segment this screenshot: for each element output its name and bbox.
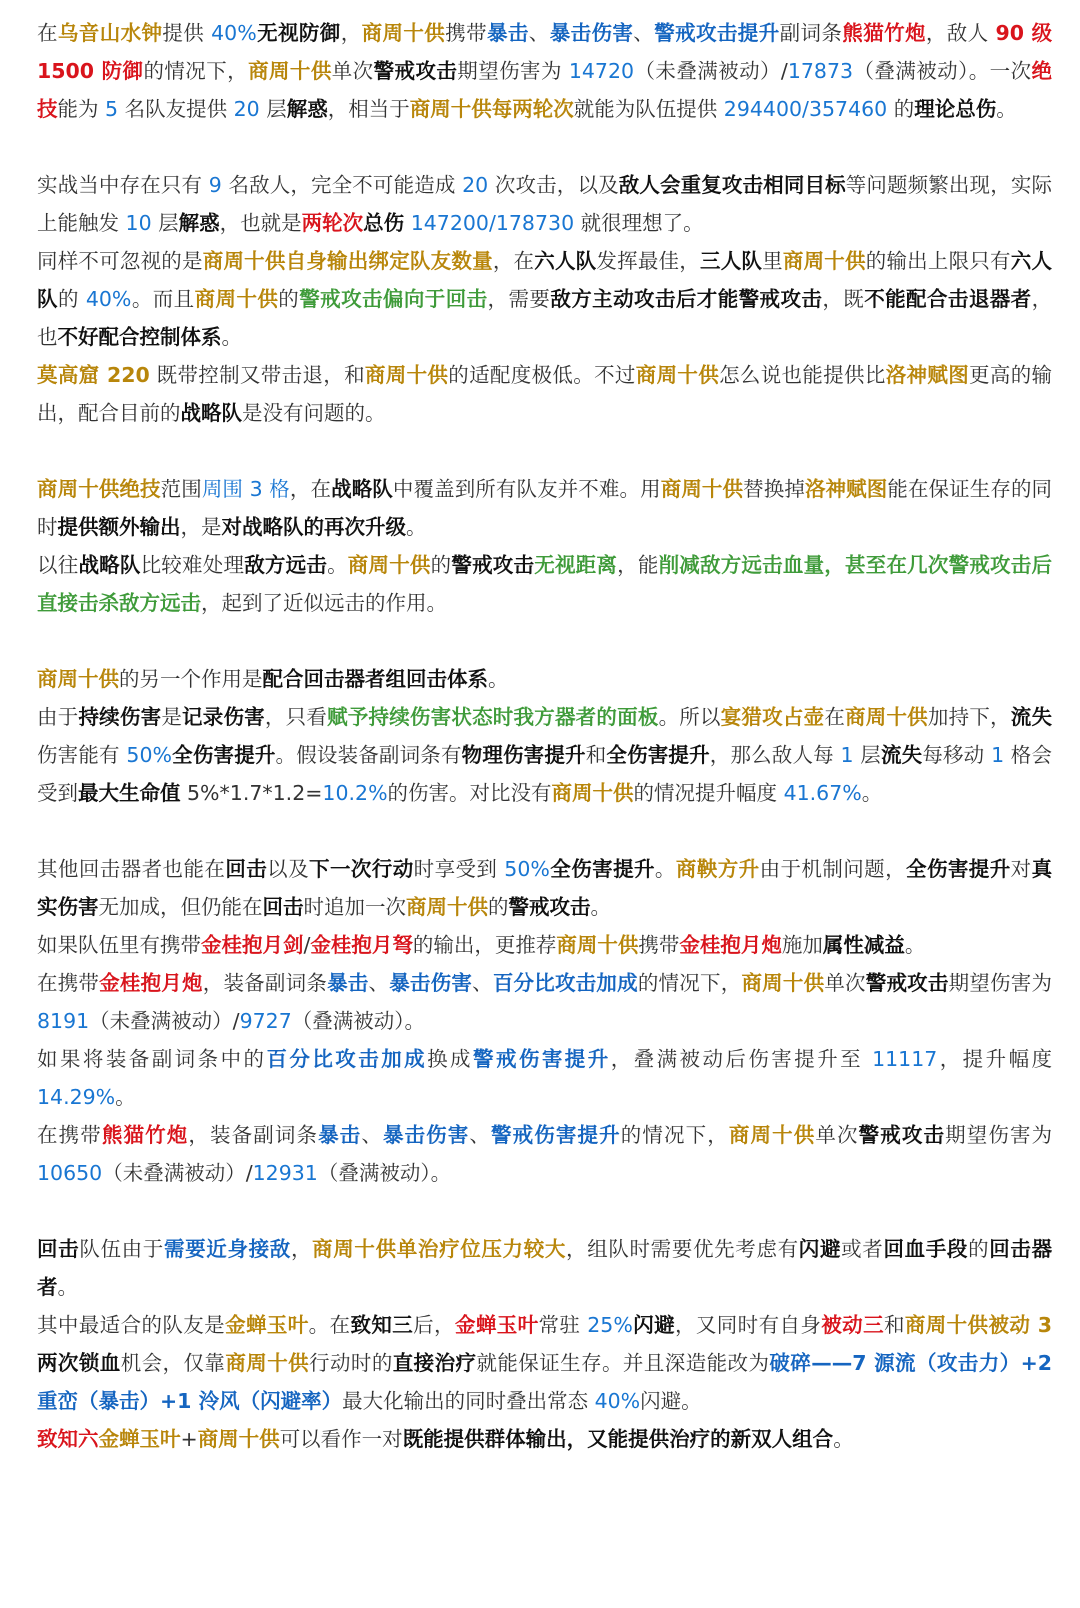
text-run: 闪避。	[640, 1389, 702, 1413]
text-run: 在	[824, 705, 846, 729]
highlighted-term: 全伤害提升	[906, 857, 1011, 881]
text-run: 其中最适合的队友是	[37, 1313, 226, 1337]
paragraph-spacer	[37, 812, 1052, 850]
text-run: ，是	[180, 515, 222, 539]
highlighted-term: 金桂抱月弩	[310, 933, 413, 957]
highlighted-term: 11117	[872, 1047, 938, 1071]
text-run: ，在	[492, 249, 535, 273]
highlighted-term: 回击	[262, 895, 304, 919]
text-run: ，敌人	[925, 21, 996, 45]
highlighted-term: 商周十供绝技	[37, 477, 161, 501]
text-run: ，叠满被动后伤害提升至	[610, 1047, 873, 1071]
highlighted-term: 需要近身接敌	[163, 1237, 291, 1261]
highlighted-term: 商周十供	[248, 59, 332, 83]
text-run: 由于	[37, 705, 79, 729]
highlighted-term: 50%	[126, 743, 172, 767]
highlighted-term: 14.29%	[37, 1085, 116, 1109]
highlighted-term: 20	[462, 173, 489, 197]
text-run: 范围	[160, 477, 202, 501]
text-run: 。	[327, 553, 348, 577]
text-run: ，在	[289, 477, 332, 501]
text-run: 就能为队伍提供	[573, 97, 724, 121]
text-run: 。	[221, 325, 242, 349]
text-run: 、	[361, 1123, 383, 1147]
text-run: （未叠满被动）/	[634, 59, 788, 83]
text-run: 的情况下，	[620, 1123, 729, 1147]
highlighted-term: 警戒攻击提升	[654, 21, 780, 45]
text-run: 格会受到	[37, 743, 1052, 805]
highlighted-term: 最大生命值	[78, 781, 181, 805]
paragraph	[37, 14, 1052, 128]
highlighted-term: 理论总伤	[914, 97, 997, 121]
highlighted-term: 熊猫竹炮	[101, 1123, 189, 1147]
text-run: ，那么敌人每	[709, 743, 841, 767]
highlighted-term: 警戒攻击	[508, 895, 591, 919]
text-run: +	[180, 1427, 198, 1451]
text-run: 单次	[331, 59, 374, 83]
highlighted-term: 商周十供	[635, 363, 720, 387]
highlighted-term: 闪避	[632, 1313, 675, 1337]
highlighted-term: 回血手段	[883, 1237, 969, 1261]
highlighted-term: 商周十供	[660, 477, 744, 501]
highlighted-term: 警戒伤害提升	[473, 1047, 611, 1071]
highlighted-term: 回击	[37, 1237, 80, 1261]
text-run: 由于机制问题，	[759, 857, 907, 881]
highlighted-term: 41.67%	[783, 781, 862, 805]
paragraph	[37, 926, 1052, 964]
highlighted-term: 全伤害提升	[171, 743, 276, 767]
paragraph-spacer	[37, 1192, 1052, 1230]
text-run: 每移动	[922, 743, 992, 767]
highlighted-term: 敌方主动攻击后才能警戒攻击	[550, 287, 823, 311]
text-run: 机会，仅靠	[120, 1351, 226, 1375]
highlighted-term: 百分比攻击加成	[266, 1047, 428, 1071]
text-run: 能为	[57, 97, 106, 121]
text-run: 的输出上限只有	[865, 249, 1011, 273]
highlighted-term: 流失	[1010, 705, 1052, 729]
highlighted-term: 金蝉玉叶	[454, 1313, 539, 1337]
highlighted-term: 流失	[880, 743, 923, 767]
text-run: （叠满被动）。	[291, 1009, 426, 1033]
highlighted-term: 被动三	[821, 1313, 884, 1337]
text-run: 发挥最佳，	[596, 249, 700, 273]
text-run: 的适配度极低。不过	[448, 363, 636, 387]
text-run: 。	[996, 97, 1017, 121]
highlighted-term: 9727	[239, 1009, 292, 1033]
highlighted-term: 8191	[37, 1009, 90, 1033]
paragraph	[37, 166, 1052, 242]
text-run: 施加	[781, 933, 823, 957]
text-run: ，也	[37, 287, 1053, 349]
text-run: 和	[585, 743, 607, 767]
text-run: 的输出，更推荐	[412, 933, 557, 957]
text-run: 中覆盖到所有队友并不难。用	[392, 477, 661, 501]
text-run: 无加成，但仍能在	[98, 895, 263, 919]
text-run: ，组队时需要优先考虑有	[566, 1237, 799, 1261]
highlighted-term: 提供额外输出	[57, 515, 181, 539]
text-run: 。在	[308, 1313, 351, 1337]
highlighted-term: 两次锁血	[37, 1351, 121, 1375]
paragraph	[37, 660, 1052, 698]
highlighted-term: 闪避	[798, 1237, 842, 1261]
highlighted-term: 六人队	[37, 249, 1052, 311]
text-run: 携带	[445, 21, 487, 45]
highlighted-term: 解惑	[286, 97, 328, 121]
text-run: 伤害能有	[37, 743, 127, 767]
highlighted-term: 警戒攻击	[865, 971, 949, 995]
text-run: 层	[151, 211, 179, 235]
text-run: 最大化输出的同时叠出常态	[342, 1389, 595, 1413]
text-run: 比较难处理	[140, 553, 245, 577]
highlighted-term: 金桂抱月炮	[679, 933, 782, 957]
highlighted-term: 绝技	[37, 59, 1053, 121]
text-run: 在	[37, 21, 58, 45]
highlighted-term: 暴击伤害	[389, 971, 473, 995]
highlighted-term: 商周十供	[845, 705, 928, 729]
text-run: 怎么说也能提供比	[719, 363, 886, 387]
highlighted-term: 物理伤害提升	[461, 743, 586, 767]
highlighted-term: 商周十供	[782, 249, 866, 273]
highlighted-term: 记录伤害	[182, 705, 265, 729]
highlighted-term: 商周十供	[728, 1123, 816, 1147]
text-run: ，装备副词条	[188, 1123, 319, 1147]
text-run: ，又同时有自身	[675, 1313, 822, 1337]
text-run: 单次	[815, 1123, 859, 1147]
highlighted-term: 商周十供	[37, 667, 119, 691]
paragraph	[37, 1306, 1052, 1420]
highlighted-term: 商周十供	[347, 553, 431, 577]
highlighted-term: 10	[125, 211, 152, 235]
highlighted-term: 12931	[252, 1161, 318, 1185]
highlighted-term: 全伤害提升	[606, 743, 710, 767]
highlighted-term: 商周十供自身输出绑定队友数量	[202, 249, 493, 273]
text-run: （未叠满被动）/	[89, 1009, 240, 1033]
paragraph	[37, 1420, 1052, 1458]
highlighted-term: 敌人会重复攻击相同目标	[618, 173, 846, 197]
highlighted-term: 10.2%	[322, 781, 388, 805]
text-run: ，提升幅度	[937, 1047, 1053, 1071]
text-run: 的	[968, 1237, 990, 1261]
highlighted-term: 莫高窟 220	[37, 363, 150, 387]
highlighted-term: 警戒伤害提升	[491, 1123, 621, 1147]
highlighted-term: 无视防御	[256, 21, 341, 45]
text-run: 换成	[427, 1047, 473, 1071]
text-run: 、	[528, 21, 550, 45]
highlighted-term: 50%	[504, 857, 550, 881]
text-run: ，也就是	[219, 211, 302, 235]
highlighted-term: 商周十供	[551, 781, 634, 805]
paragraph	[37, 356, 1052, 432]
paragraph	[37, 850, 1052, 926]
text-run: 。假设装备副词条有	[275, 743, 462, 767]
highlighted-term: 削减敌方远击血量，甚至在几次警戒攻击后直接击杀敌方远击	[37, 553, 1052, 615]
text-run: 替换掉	[743, 477, 805, 501]
text-run: 常驻	[538, 1313, 588, 1337]
text-run: 对	[1010, 857, 1032, 881]
text-run: 等问题频繁出现，实际上能触发	[37, 173, 1052, 235]
text-run: 的情况下，	[637, 971, 742, 995]
highlighted-term: 5	[105, 97, 119, 121]
text-run: ，装备副词条	[202, 971, 328, 995]
highlighted-term: 破碎——7 源流（攻击力）+2 重峦（暴击）+1 泠风（闪避率）	[37, 1351, 1053, 1413]
highlighted-term: 持续伤害	[78, 705, 162, 729]
text-run: 可以看作一对	[279, 1427, 403, 1451]
text-run: /	[303, 933, 311, 957]
text-run: 以及	[267, 857, 310, 881]
text-run: 的另一个作用是	[119, 667, 263, 691]
text-run: 是没有问题的。	[242, 401, 386, 425]
highlighted-term: 商周十供	[406, 895, 488, 919]
highlighted-term: 宴猎攻占壶	[720, 705, 825, 729]
text-run: 时享受到	[413, 857, 505, 881]
text-run: 更高的输出，配合目前的	[37, 363, 1053, 425]
text-run: 。所以	[658, 705, 721, 729]
highlighted-term: 赋予持续伤害状态时我方器者的面板	[327, 705, 659, 729]
highlighted-term: 20	[233, 97, 260, 121]
text-run: ，相当于	[327, 97, 410, 121]
text-run: ，需要	[487, 287, 551, 311]
text-run: （未叠满被动）/	[102, 1161, 253, 1185]
highlighted-term: 10650	[37, 1161, 103, 1185]
text-run: 在携带	[37, 971, 100, 995]
highlighted-term: 商周十供	[364, 363, 449, 387]
text-run: 加持下，	[927, 705, 1011, 729]
highlighted-term: 熊猫竹炮	[842, 21, 926, 45]
paragraph	[37, 1116, 1052, 1192]
text-run: 。	[115, 1085, 136, 1109]
text-run: 就能保证生存。并且深造能改为	[476, 1351, 770, 1375]
highlighted-term: 不好配合控制体系	[57, 325, 222, 349]
paragraph-spacer	[37, 432, 1052, 470]
text-run: 是	[161, 705, 183, 729]
text-run: 携带	[638, 933, 680, 957]
text-run: 名队友提供	[118, 97, 234, 121]
text-run: 。	[861, 781, 883, 805]
highlighted-term: 金桂抱月剑	[201, 933, 304, 957]
text-run: ，只看	[264, 705, 328, 729]
text-run: 提供	[162, 21, 212, 45]
text-run: 。	[654, 857, 676, 881]
text-run: 就很理想了。	[574, 211, 704, 235]
highlighted-term: 下一次行动	[309, 857, 414, 881]
text-run: 层	[259, 97, 287, 121]
highlighted-term: 真实伤害	[37, 857, 1053, 919]
text-run: 的	[57, 287, 86, 311]
highlighted-term: 战略队	[180, 401, 242, 425]
text-run: 其他回击器者也能在	[37, 857, 226, 881]
highlighted-term: 17873	[787, 59, 854, 83]
text-run: 如果队伍里有携带	[37, 933, 201, 957]
text-run: 以往	[37, 553, 79, 577]
text-run: 的	[278, 287, 300, 311]
text-run: ，能	[617, 553, 659, 577]
highlighted-term: 对战略队的再次升级	[221, 515, 406, 539]
highlighted-term: 敌方远击	[244, 553, 328, 577]
highlighted-term: 警戒攻击偏向于回击	[299, 287, 488, 311]
text-run: ，	[290, 1237, 313, 1261]
text-run: 、	[472, 971, 493, 995]
paragraph-spacer	[37, 622, 1052, 660]
text-run: ，起到了近似远击的作用。	[201, 591, 447, 615]
highlighted-term: 1	[840, 743, 854, 767]
highlighted-term: 90 级 1500 防御	[37, 21, 1053, 83]
text-run: 5%*1.7*1.2=	[180, 781, 323, 805]
text-run: 。	[488, 667, 509, 691]
text-run: （叠满被动）。	[317, 1161, 452, 1185]
highlighted-term: 商周十供	[197, 1427, 280, 1451]
highlighted-term: 40%	[85, 287, 132, 311]
highlighted-term: 商鞅方升	[675, 857, 760, 881]
highlighted-term: 商周十供	[194, 287, 279, 311]
text-run: 。	[57, 1275, 78, 1299]
highlighted-term: 暴击	[487, 21, 529, 45]
text-run: 、	[633, 21, 655, 45]
highlighted-term: 洛神赋图	[804, 477, 888, 501]
text-run: 名敌人，完全不可能造成	[221, 173, 463, 197]
highlighted-term: 直接治疗	[392, 1351, 477, 1375]
text-run: 。而且	[131, 287, 195, 311]
text-run: 如果将装备副词条中的	[37, 1047, 267, 1071]
paragraph	[37, 1040, 1052, 1116]
highlighted-term: 警戒攻击	[451, 553, 535, 577]
highlighted-term: 既能提供群体输出，又能提供治疗的新双人组合	[402, 1427, 834, 1451]
text-run: 层	[853, 743, 881, 767]
text-run: 。	[590, 895, 611, 919]
text-run: 里	[762, 249, 783, 273]
text-run: （叠满被动）。一次	[853, 59, 1032, 83]
highlighted-term: 致知六	[37, 1427, 99, 1451]
text-run: 。	[833, 1427, 854, 1451]
highlighted-term: 40%	[594, 1389, 641, 1413]
paragraph	[37, 1230, 1052, 1306]
text-run: 单次	[824, 971, 866, 995]
highlighted-term: 商周十供	[556, 933, 639, 957]
highlighted-term: 1	[991, 743, 1005, 767]
highlighted-term: 294400/357460	[723, 97, 888, 121]
highlighted-term: 金桂抱月炮	[99, 971, 203, 995]
highlighted-term: 商周十供单治疗位压力较大	[312, 1237, 567, 1261]
highlighted-term: 乌音山水钟	[57, 21, 163, 45]
highlighted-term: 暴击伤害	[549, 21, 634, 45]
highlighted-term: 致知三	[350, 1313, 414, 1337]
text-run: ，	[340, 21, 362, 45]
highlighted-term: 商周十供	[225, 1351, 310, 1375]
highlighted-term: 25%	[587, 1313, 633, 1337]
highlighted-term: 周围 3 格	[201, 477, 290, 501]
paragraph	[37, 242, 1052, 356]
text-run: 的	[887, 97, 915, 121]
highlighted-term: 属性减益	[822, 933, 905, 957]
text-run: 。	[904, 933, 926, 957]
text-run: 的	[488, 895, 509, 919]
highlighted-term: 战略队	[78, 553, 141, 577]
paragraph	[37, 964, 1052, 1040]
text-run: 副词条	[779, 21, 843, 45]
text-run: 期望伤害为	[948, 971, 1052, 995]
highlighted-term: 解惑	[178, 211, 220, 235]
text-run: 的伤害。对比没有	[387, 781, 552, 805]
highlighted-term: 商周十供被动 3	[904, 1313, 1053, 1337]
highlighted-term: 战略队	[331, 477, 393, 501]
highlighted-term: 回击	[225, 857, 268, 881]
text-run: 、	[469, 1123, 492, 1147]
text-run: 既带控制又带击退，和	[149, 363, 365, 387]
highlighted-term: 147200/178730	[410, 211, 575, 235]
text-run: 后，	[413, 1313, 455, 1337]
text-run: 期望伤害为	[457, 59, 569, 83]
text-run: 期望伤害为	[945, 1123, 1053, 1147]
text-run: 实战当中存在只有	[37, 173, 209, 197]
text-run: 的情况提升幅度	[633, 781, 784, 805]
text-run: 次攻击，以及	[488, 173, 619, 197]
highlighted-term: 全伤害提升	[549, 857, 655, 881]
highlighted-term: 无视距离	[534, 553, 618, 577]
text-run: ，既	[822, 287, 865, 311]
highlighted-term: 金蝉玉叶	[225, 1313, 309, 1337]
highlighted-term: 暴击	[318, 1123, 362, 1147]
text-run: 行动时的	[309, 1351, 393, 1375]
text-run: 在携带	[37, 1123, 102, 1147]
text-run: 的情况下，	[143, 59, 249, 83]
text-run: 或者	[841, 1237, 884, 1261]
paragraph-spacer	[37, 128, 1052, 166]
paragraph	[37, 470, 1052, 546]
highlighted-term: 暴击	[327, 971, 369, 995]
text-run: 能在保证生存的同时	[37, 477, 1053, 539]
text-run: 的	[430, 553, 452, 577]
highlighted-term: 百分比攻击加成	[492, 971, 638, 995]
highlighted-term: 总伤	[363, 211, 405, 235]
text-run: 。	[406, 515, 427, 539]
text-run: 时追加一次	[303, 895, 406, 919]
text-run: 队伍由于	[79, 1237, 164, 1261]
highlighted-term: 暴击伤害	[382, 1123, 470, 1147]
highlighted-term: 配合回击器者组回击体系	[262, 667, 488, 691]
text-run: 和	[883, 1313, 905, 1337]
highlighted-term: 商周十供每两轮次	[409, 97, 574, 121]
highlighted-term: 洛神赋图	[885, 363, 970, 387]
highlighted-term: 警戒攻击	[858, 1123, 946, 1147]
highlighted-term: 回击器者	[37, 1237, 1053, 1299]
highlighted-term: 三人队	[700, 249, 763, 273]
highlighted-term: 商周十供	[361, 21, 446, 45]
highlighted-term: 金蝉玉叶	[98, 1427, 181, 1451]
highlighted-term: 9	[208, 173, 222, 197]
paragraph	[37, 698, 1052, 812]
text-run: 、	[368, 971, 390, 995]
text-run: 同样不可忽视的是	[37, 249, 203, 273]
highlighted-term: 两轮次	[301, 211, 364, 235]
highlighted-term: 40%	[211, 21, 257, 45]
highlighted-term: 不能配合击退器者	[864, 287, 1032, 311]
highlighted-term: 商周十供	[741, 971, 825, 995]
paragraph	[37, 546, 1052, 622]
highlighted-term: 六人队	[534, 249, 597, 273]
highlighted-term: 警戒攻击	[373, 59, 458, 83]
highlighted-term: 14720	[568, 59, 635, 83]
